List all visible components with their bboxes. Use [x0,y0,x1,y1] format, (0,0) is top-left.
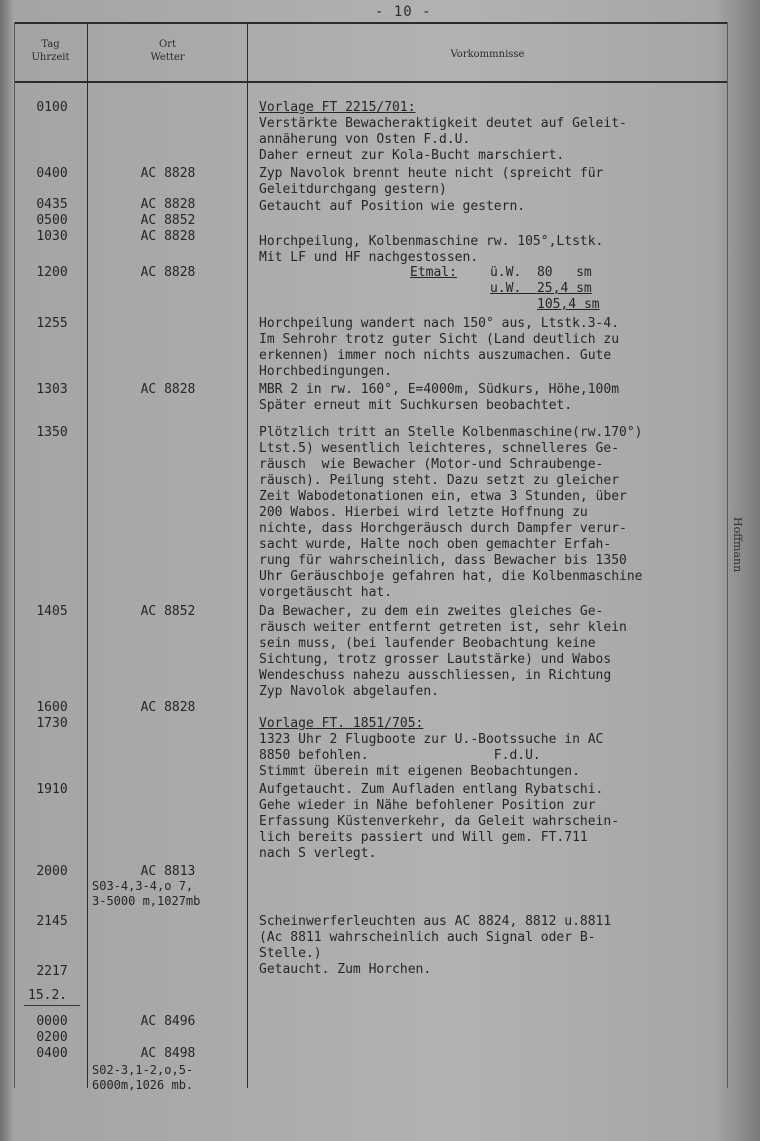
position-cell: AC 8828 AC 8852 AC 8828 [140,197,196,244]
position-cell: AC 8828 [140,382,196,397]
column-divider-1 [87,22,88,1088]
etmal-line-1: ü.W. 80 sm [490,265,592,280]
position-cell: AC 8828 [140,265,196,280]
etmal-line-2: u.W. 25,4 sm [490,281,592,296]
etmal-label: Etmal: [410,265,457,280]
entry-0100-body: Verstärkte Bewacheraktigkeit deutet auf Geleit- annäherung von Osten F.d.U. Daher erneut zur Kola-Bucht marschiert. [259,116,627,163]
time-cell: 2145 [36,914,68,929]
time-cell: 2217 [36,964,68,979]
etmal-total: 105,4 sm [537,297,600,312]
weather-entry-2: S02-3,1-2,o,5- 6000m,1026 mb. [92,1063,194,1092]
entry-1910: Aufgetaucht. Zum Aufladen entlang Rybatschi. Gehe wieder in Nähe befohlener Position zur Erfassung Küstenverkehr, da Geleit wahrschein- lich bereits passiert und Will gem. FT.711 nach S verlegt. [259,782,620,861]
weather-entry-1: S03-4,3-4,o 7, 3-5000 m,1027mb [92,879,201,908]
header-ort-wetter: Ort Wetter [150,39,185,63]
table-right-border [727,22,728,1088]
time-cell: 0000 0200 0400 [36,1014,68,1061]
time-cell: 1303 [36,382,68,397]
position-cell: AC 8813 [140,864,196,879]
time-cell: 0435 0500 1030 [36,197,68,244]
entry-1303: MBR 2 in rw. 160°, E=4000m, Südkurs, Höhe,100m Später erneut mit Suchkursen beobachtet. [259,382,620,413]
entry-1030: Horchpeilung, Kolbenmaschine rw. 105°,Ltstk. Mit LF und HF nachgestossen. [259,234,604,265]
entry-2217: Getaucht. Zum Horchen. [259,962,432,977]
table-top-rule [14,22,728,24]
entry-1405: Da Bewacher, zu dem ein zweites gleiches Ge- räusch weiter entfernt getreten ist, sehr klein sein muss, (bei laufender Beobachtung keine Sichtung, trotz grosser Lautstärke) und Wabos Wendeschuss nahezu ausschliessen, in Richtung Zyp Navolok abgelaufen. [259,604,627,699]
entry-0400: Zyp Navolok brennt heute nicht (spreicht für Geleitdurchgang gestern) [259,166,604,197]
time-cell: 0400 [36,166,68,181]
time-cell: 1255 [36,316,68,331]
entry-1730-title: Vorlage FT. 1851/705: [259,716,424,731]
time-cell: 1405 [36,604,68,619]
time-cell: 1910 [36,782,68,797]
margin-handwritten-note: Hoffmann [731,517,744,573]
position-cell: AC 8852 [140,604,196,619]
date-underline [24,1005,80,1006]
time-cell: 1350 [36,425,68,440]
table-left-border [14,22,15,1088]
position-cell: AC 8828 [140,700,196,715]
time-cell: 1600 1730 [36,700,68,731]
header-vorkommnisse: Vorkommnisse [450,49,525,60]
position-cell: AC 8496 AC 8498 [140,1014,196,1061]
time-cell: 2000 [36,864,68,879]
time-cell: 0100 [36,100,68,115]
entry-2145: Scheinwerferleuchten aus AC 8824, 8812 u.8811 (Ac 8811 wahrscheinlich auch Signal oder B- Stelle.) [259,914,612,961]
entry-0435: Getaucht auf Position wie gestern. [259,199,526,214]
entry-0100-title: Vorlage FT 2215/701: [259,100,416,115]
date-marker: 15.2. [28,988,68,1003]
entry-1255: Horchpeilung wandert nach 150° aus, Ltstk.3-4. Im Sehrohr trotz guter Sicht (Land deutlich zu erkennen) immer noch nichts auszumachen. Gute Horchbedingungen. [259,316,620,379]
header-tag-uhrzeit: Tag Uhrzeit [31,39,70,63]
page-number: - 10 - [375,4,432,20]
column-divider-2 [247,22,248,1088]
time-cell: 1200 [36,265,68,280]
entry-1350: Plötzlich tritt an Stelle Kolbenmaschine(rw.170°) Ltst.5) wesentlich leichteres, schnelleres Ge- räusch wie Bewacher (Motor-und Schraubenge- räusch). Peilung steht. Dazu setzt zu gleicher Zeit Wabodetonationen ein, etwa 3 Stunden, über 200 Wabos. Hierbei wird letzte Hoffnung zu nichte, dass Horchgeräusch durch Dampfer verur- sacht wurde, Halte noch oben gemachter Erfah- rung für wahrscheinlich, dass Bewacher bis 1350 Uhr Geräuschboje gefahren hat, die Kolbenmaschine vorgetäuscht hat. [259,425,643,600]
entry-1730-body: 1323 Uhr 2 Flugboote zur U.-Bootssuche in AC 8850 befohlen. F.d.U. Stimmt überein mit eigenen Beobachtungen. [259,732,604,779]
position-cell: AC 8828 [140,166,196,181]
table-header-rule [14,81,728,83]
